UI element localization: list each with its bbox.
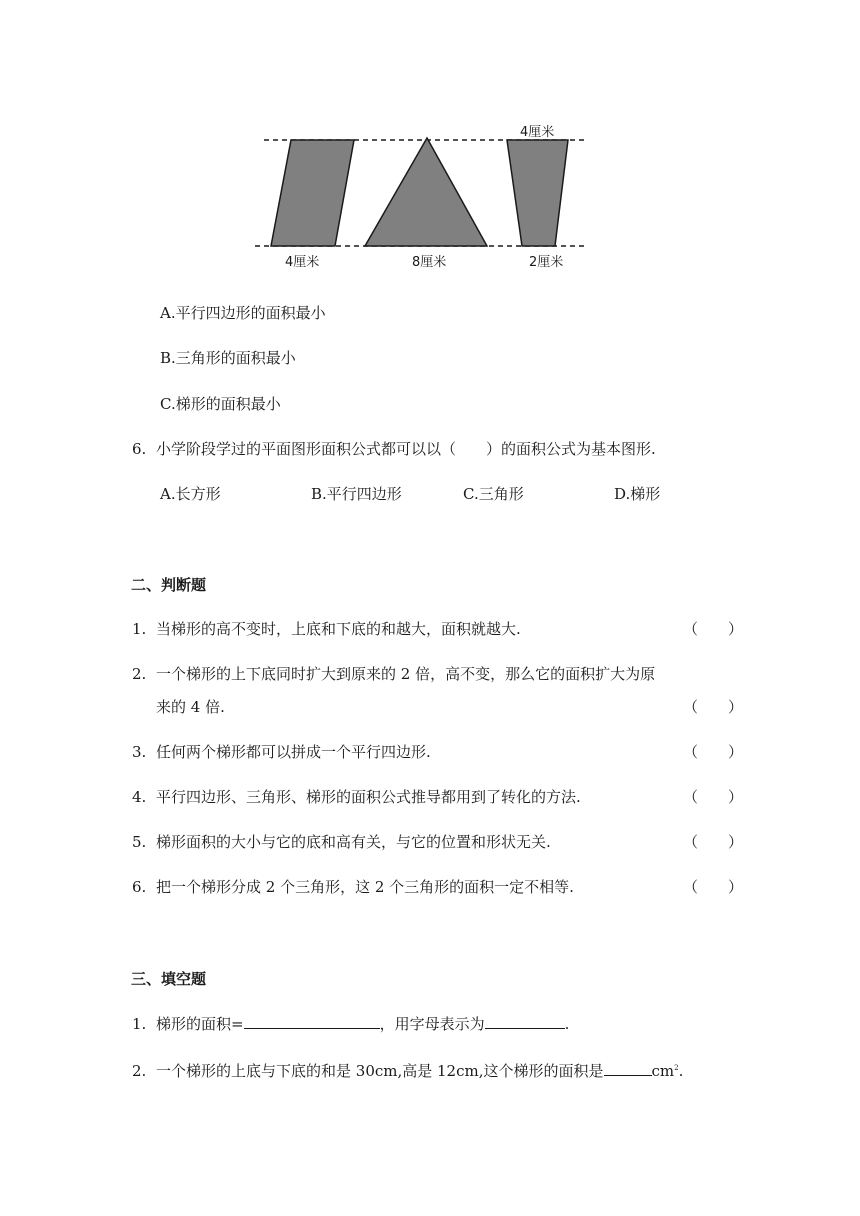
- label-triangle-base: 8厘米: [412, 255, 447, 270]
- q5-option-c: C.梯形的面积最小: [160, 395, 281, 413]
- judge-item-number: 5.: [132, 833, 147, 851]
- parallelogram-shape: [271, 140, 354, 246]
- fill-item-number: 2.: [132, 1062, 147, 1080]
- q6-question: [132, 439, 656, 459]
- judge-item-text: 当梯形的高不变时，上底和下底的和越大，面积就越大.: [156, 620, 521, 638]
- judge-item-text: 平行四边形、三角形、梯形的面积公式推导都用到了转化的方法.: [156, 788, 581, 806]
- judge-item-1: [132, 619, 521, 639]
- judge-answer-paren[interactable]: （ ）: [683, 833, 744, 851]
- judge-item-3: [132, 742, 431, 762]
- q5-option-b: B.三角形的面积最小: [160, 349, 296, 367]
- triangle-shape: [365, 138, 487, 246]
- judge-item-text: 把一个梯形分成 2 个三角形，这 2 个三角形的面积一定不相等.: [156, 878, 574, 896]
- answer-blank[interactable]: [485, 1013, 565, 1029]
- q6-text: 小学阶段学过的平面图形面积公式都可以以（ ）的面积公式为基本图形.: [156, 440, 656, 458]
- q5-option-a: A.平行四边形的面积最小: [160, 304, 326, 322]
- judge-item-number: 4.: [132, 788, 147, 806]
- q6-option-d: D.梯形: [614, 485, 661, 503]
- fill-item-punct: .: [678, 1062, 684, 1080]
- judge-item-text: 一个梯形的上下底同时扩大到原来的 2 倍，高不变，那么它的面积扩大为原: [156, 665, 656, 683]
- fill-item-text: ，用字母表示为: [379, 1015, 485, 1033]
- section2-title: 二、判断题: [131, 576, 207, 594]
- label-parallelogram-base: 4厘米: [285, 255, 320, 270]
- judge-answer-paren[interactable]: （ ）: [683, 788, 744, 806]
- judge-item-number: 1.: [132, 620, 147, 638]
- shapes-figure: [250, 118, 600, 278]
- fill-item-text: 一个梯形的上底与下底的和是 30cm,高是 12cm,这个梯形的面积是: [156, 1062, 604, 1080]
- judge-item-number: 3.: [132, 743, 147, 761]
- judge-answer-paren[interactable]: （ ）: [683, 878, 744, 896]
- label-trapezoid-base: 2厘米: [529, 255, 564, 270]
- answer-blank[interactable]: [604, 1060, 652, 1076]
- judge-item-number: 6.: [132, 878, 147, 896]
- section3-title: 三、填空题: [131, 970, 207, 988]
- judge-item-2-continued: 来的 4 倍.: [156, 698, 225, 716]
- q6-option-b: B.平行四边形: [311, 485, 402, 503]
- judge-item-number: 2.: [132, 665, 147, 683]
- judge-item-4: [132, 787, 581, 807]
- fill-item-2: [132, 1058, 683, 1081]
- judge-item-text: 梯形面积的大小与它的底和高有关，与它的位置和形状无关.: [156, 833, 551, 851]
- judge-item-2: [132, 664, 655, 684]
- unit-superscript: 2: [674, 1064, 679, 1072]
- judge-answer-paren[interactable]: （ ）: [683, 698, 744, 716]
- q6-option-a: A.长方形: [160, 485, 221, 503]
- judge-item-text: 任何两个梯形都可以拼成一个平行四边形.: [156, 743, 431, 761]
- q6-number: 6.: [132, 440, 147, 458]
- q6-option-c: C.三角形: [463, 485, 524, 503]
- judge-answer-paren[interactable]: （ ）: [683, 620, 744, 638]
- fill-item-text: 梯形的面积=: [156, 1015, 244, 1033]
- answer-blank[interactable]: [244, 1013, 380, 1029]
- unit-cm: cm: [651, 1062, 675, 1080]
- label-top-4cm: 4厘米: [520, 125, 555, 140]
- fill-item-punct: .: [564, 1015, 570, 1033]
- trapezoid-shape: [507, 140, 568, 246]
- fill-item-number: 1.: [132, 1015, 147, 1033]
- judge-item-6: [132, 877, 574, 897]
- fill-item-1: [132, 1013, 569, 1034]
- judge-answer-paren[interactable]: （ ）: [683, 743, 744, 761]
- judge-item-5: [132, 832, 551, 852]
